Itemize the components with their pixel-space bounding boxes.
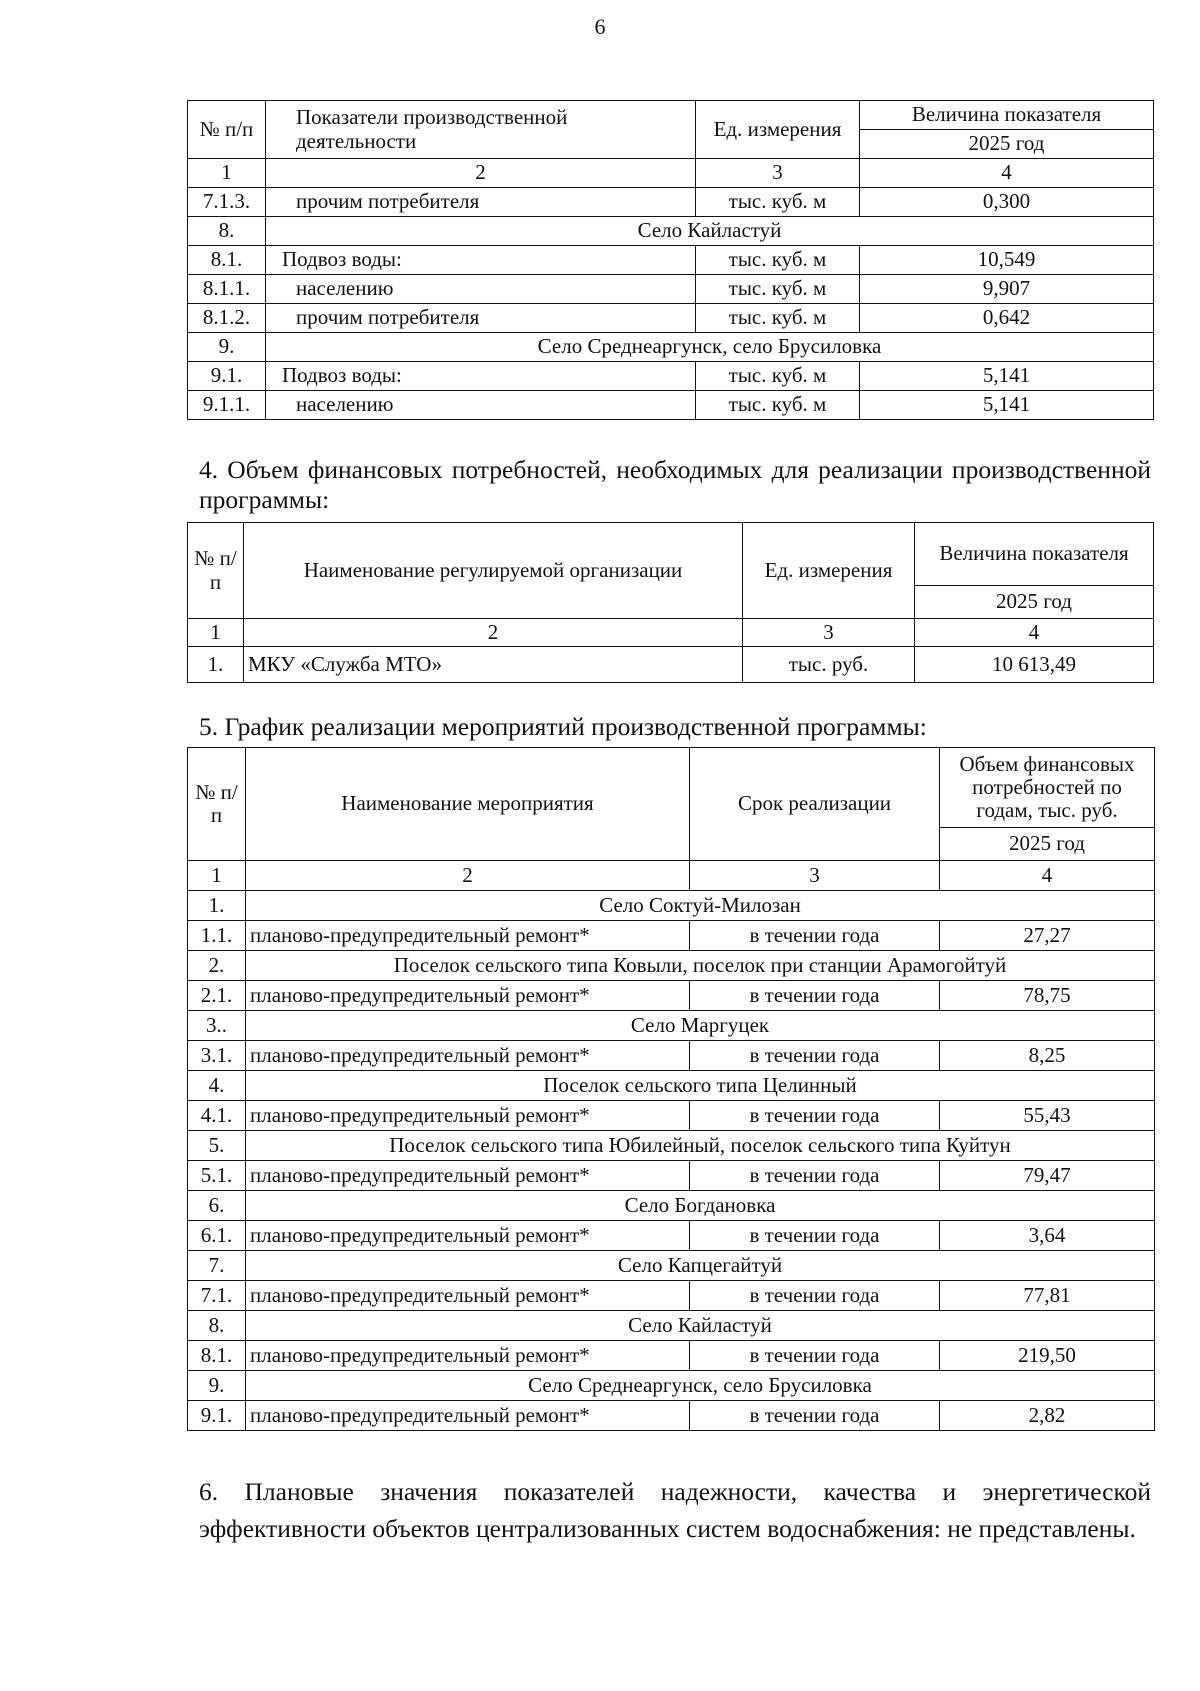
table-row bbox=[188, 981, 1155, 1011]
row-num: 7. bbox=[188, 1251, 246, 1281]
section-row bbox=[188, 333, 1154, 362]
row-num: 1. bbox=[188, 891, 246, 921]
row-num: 8. bbox=[188, 217, 266, 246]
row-num: 9.1. bbox=[188, 1401, 246, 1431]
value: 5,141 bbox=[860, 391, 1154, 420]
unit: тыс. куб. м bbox=[696, 188, 860, 217]
header-num: № п/п bbox=[188, 101, 266, 159]
indicator-name: населению bbox=[266, 391, 696, 420]
row-num: 9. bbox=[188, 1371, 246, 1401]
term: в течении года bbox=[690, 1401, 940, 1431]
table-row bbox=[188, 188, 1154, 217]
unit: тыс. куб. м bbox=[696, 304, 860, 333]
row-num: 3.. bbox=[188, 1011, 246, 1041]
value: 5,141 bbox=[860, 362, 1154, 391]
measure-name: планово-предупредительный ремонт* bbox=[246, 921, 690, 951]
term: в течении года bbox=[690, 981, 940, 1011]
col-number: 3 bbox=[743, 619, 915, 647]
value: 10,549 bbox=[860, 246, 1154, 275]
row-num: 3.1. bbox=[188, 1041, 246, 1071]
section-row bbox=[188, 1371, 1155, 1401]
unit: тыс. руб. bbox=[743, 647, 915, 683]
measure-name: планово-предупредительный ремонт* bbox=[246, 1401, 690, 1431]
term: в течении года bbox=[690, 1221, 940, 1251]
indicator-name: прочим потребителя bbox=[266, 304, 696, 333]
numbering-row bbox=[188, 861, 1155, 891]
row-num: 8. bbox=[188, 1311, 246, 1341]
col-number: 4 bbox=[940, 861, 1155, 891]
term: в течении года bbox=[690, 1101, 940, 1131]
section-5-title: 5. График реализации мероприятий производственной программы: bbox=[199, 712, 927, 741]
value: 0,300 bbox=[860, 188, 1154, 217]
settlement-name: Село Среднеаргунск, село Брусиловка bbox=[246, 1371, 1155, 1401]
value: 2,82 bbox=[940, 1401, 1155, 1431]
section-row bbox=[188, 1311, 1155, 1341]
row-num: 8.1.1. bbox=[188, 275, 266, 304]
term: в течении года bbox=[690, 1281, 940, 1311]
row-num: 2. bbox=[188, 951, 246, 981]
row-num: 4. bbox=[188, 1071, 246, 1101]
table-row bbox=[188, 1281, 1155, 1311]
value: 0,642 bbox=[860, 304, 1154, 333]
header-num: № п/п bbox=[188, 523, 244, 619]
section-row bbox=[188, 891, 1155, 921]
row-num: 5.1. bbox=[188, 1161, 246, 1191]
header-term: Срок реализации bbox=[690, 748, 940, 861]
table-row bbox=[188, 275, 1154, 304]
row-num: 1. bbox=[188, 647, 244, 683]
section-4-title: 4. Объем финансовых потребностей, необходимых для реализации производственной программы: bbox=[199, 455, 1151, 514]
measure-name: планово-предупредительный ремонт* bbox=[246, 1221, 690, 1251]
col-number: 2 bbox=[246, 861, 690, 891]
schedule-body bbox=[188, 748, 1155, 1431]
table-row bbox=[188, 647, 1154, 683]
row-num: 9.1.1. bbox=[188, 391, 266, 420]
unit: тыс. куб. м bbox=[696, 275, 860, 304]
value: 55,43 bbox=[940, 1101, 1155, 1131]
row-num: 2.1. bbox=[188, 981, 246, 1011]
col-number: 3 bbox=[690, 861, 940, 891]
measure-name: планово-предупредительный ремонт* bbox=[246, 1281, 690, 1311]
header-organization: Наименование регулируемой организации bbox=[244, 523, 743, 619]
header-num: № п/п bbox=[188, 748, 246, 861]
col-number: 4 bbox=[860, 159, 1154, 188]
unit: тыс. куб. м bbox=[696, 362, 860, 391]
header-value: Величина показателя bbox=[915, 523, 1154, 586]
indicator-name: Подвоз воды: bbox=[266, 246, 696, 275]
production-indicators-body bbox=[188, 101, 1154, 420]
measure-name: планово-предупредительный ремонт* bbox=[246, 1101, 690, 1131]
section-row bbox=[188, 1011, 1155, 1041]
settlement-name: Село Среднеаргунск, село Брусиловка bbox=[266, 333, 1154, 362]
production-indicators-table bbox=[187, 100, 1154, 420]
table-row bbox=[188, 921, 1155, 951]
col-number: 1 bbox=[188, 159, 266, 188]
section-row bbox=[188, 217, 1154, 246]
financial-needs-table bbox=[187, 522, 1154, 683]
row-num: 8.1. bbox=[188, 246, 266, 275]
row-num: 5. bbox=[188, 1131, 246, 1161]
row-num: 9.1. bbox=[188, 362, 266, 391]
value: 78,75 bbox=[940, 981, 1155, 1011]
row-num: 8.1. bbox=[188, 1341, 246, 1371]
measure-name: планово-предупредительный ремонт* bbox=[246, 1041, 690, 1071]
settlement-name: Поселок сельского типа Юбилейный, поселок сельского типа Куйтун bbox=[246, 1131, 1155, 1161]
col-number: 3 bbox=[696, 159, 860, 188]
numbering-row bbox=[188, 159, 1154, 188]
col-number: 1 bbox=[188, 861, 246, 891]
header-unit: Ед. измерения bbox=[743, 523, 915, 619]
table-row bbox=[188, 1341, 1155, 1371]
header-year: 2025 год bbox=[940, 828, 1155, 861]
header-year: 2025 год bbox=[915, 586, 1154, 619]
value: 3,64 bbox=[940, 1221, 1155, 1251]
value: 219,50 bbox=[940, 1341, 1155, 1371]
table-row bbox=[188, 391, 1154, 420]
value: 9,907 bbox=[860, 275, 1154, 304]
schedule-table bbox=[187, 747, 1155, 1431]
header-measure: Наименование мероприятия bbox=[246, 748, 690, 861]
row-num: 8.1.2. bbox=[188, 304, 266, 333]
row-num: 4.1. bbox=[188, 1101, 246, 1131]
page-number: 6 bbox=[594, 14, 606, 39]
table-row bbox=[188, 1101, 1155, 1131]
table-row bbox=[188, 1401, 1155, 1431]
row-num: 1.1. bbox=[188, 921, 246, 951]
section-row bbox=[188, 1071, 1155, 1101]
settlement-name: Поселок сельского типа Ковыли, поселок при станции Арамогойтуй bbox=[246, 951, 1155, 981]
table-row bbox=[188, 1161, 1155, 1191]
row-num: 9. bbox=[188, 333, 266, 362]
section-row bbox=[188, 1251, 1155, 1281]
settlement-name: Село Соктуй-Милозан bbox=[246, 891, 1155, 921]
unit: тыс. куб. м bbox=[696, 246, 860, 275]
settlement-name: Поселок сельского типа Целинный bbox=[246, 1071, 1155, 1101]
settlement-name: Село Маргуцек bbox=[246, 1011, 1155, 1041]
table-row bbox=[188, 1221, 1155, 1251]
section-row bbox=[188, 1191, 1155, 1221]
table-row bbox=[188, 304, 1154, 333]
header-financial: Объем финансовых потребностей по годам, тыс. руб. bbox=[940, 748, 1155, 828]
col-number: 1 bbox=[188, 619, 244, 647]
section-row bbox=[188, 1131, 1155, 1161]
measure-name: планово-предупредительный ремонт* bbox=[246, 981, 690, 1011]
term: в течении года bbox=[690, 1161, 940, 1191]
settlement-name: Село Кайластуй bbox=[266, 217, 1154, 246]
value: 10 613,49 bbox=[915, 647, 1154, 683]
col-number: 2 bbox=[244, 619, 743, 647]
value: 77,81 bbox=[940, 1281, 1155, 1311]
header-year: 2025 год bbox=[860, 130, 1154, 159]
table-row bbox=[188, 246, 1154, 275]
measure-name: планово-предупредительный ремонт* bbox=[246, 1341, 690, 1371]
term: в течении года bbox=[690, 1041, 940, 1071]
indicator-name: Подвоз воды: bbox=[266, 362, 696, 391]
col-number: 4 bbox=[915, 619, 1154, 647]
row-num: 6. bbox=[188, 1191, 246, 1221]
organization-name: МКУ «Служба МТО» bbox=[244, 647, 743, 683]
section-row bbox=[188, 951, 1155, 981]
settlement-name: Село Капцегайтуй bbox=[246, 1251, 1155, 1281]
header-unit: Ед. измерения bbox=[696, 101, 860, 159]
value: 8,25 bbox=[940, 1041, 1155, 1071]
row-num: 7.1.3. bbox=[188, 188, 266, 217]
measure-name: планово-предупредительный ремонт* bbox=[246, 1161, 690, 1191]
indicator-name: прочим потребителя bbox=[266, 188, 696, 217]
term: в течении года bbox=[690, 1341, 940, 1371]
table-row bbox=[188, 362, 1154, 391]
row-num: 7.1. bbox=[188, 1281, 246, 1311]
table-row bbox=[188, 1041, 1155, 1071]
unit: тыс. куб. м bbox=[696, 391, 860, 420]
section-6-text: 6. Плановые значения показателей надежности, качества и энергетической эффективности объектов централизованных систем водоснабжения: не представлены. bbox=[199, 1477, 1151, 1543]
col-number: 2 bbox=[266, 159, 696, 188]
indicator-name: населению bbox=[266, 275, 696, 304]
settlement-name: Село Кайластуй bbox=[246, 1311, 1155, 1341]
value: 27,27 bbox=[940, 921, 1155, 951]
term: в течении года bbox=[690, 921, 940, 951]
settlement-name: Село Богдановка bbox=[246, 1191, 1155, 1221]
row-num: 6.1. bbox=[188, 1221, 246, 1251]
header-value: Величина показателя bbox=[860, 101, 1154, 130]
header-indicator: Показатели производственной деятельности bbox=[266, 101, 696, 159]
value: 79,47 bbox=[940, 1161, 1155, 1191]
